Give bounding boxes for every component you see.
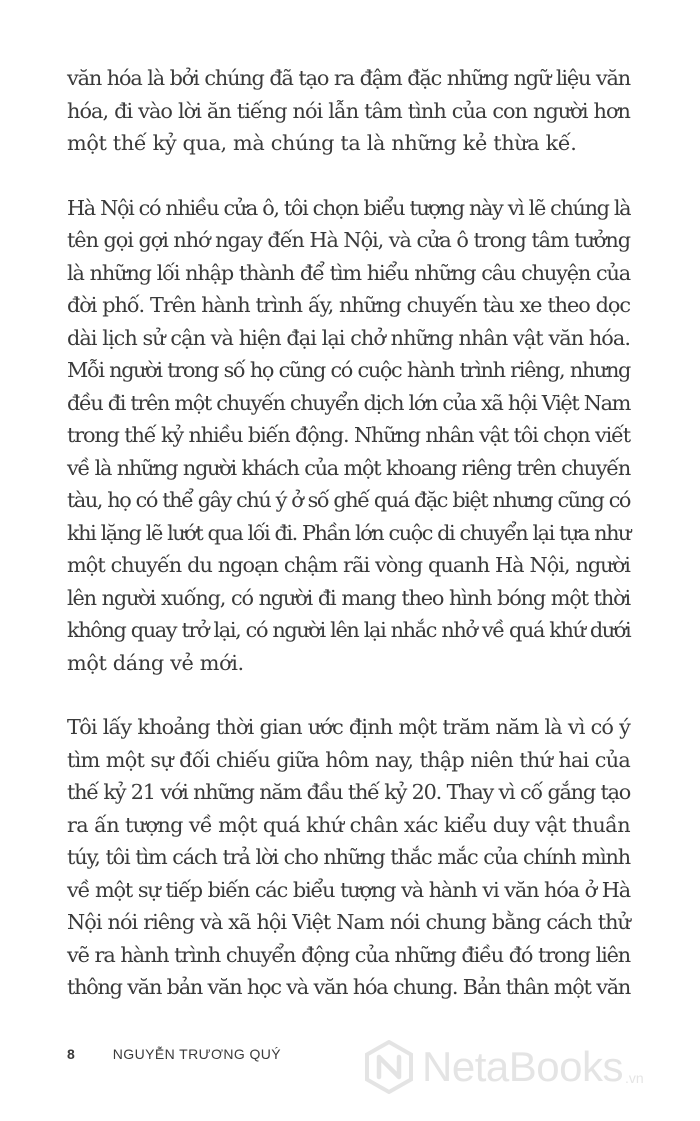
text-line: tàu, họ có thể gây chú ý ở số ghế quá đặc biệt nhưng cũng có bbox=[67, 488, 630, 512]
text-line: một dáng vẻ mới. bbox=[67, 650, 244, 675]
watermark bbox=[362, 1040, 644, 1094]
paragraph bbox=[67, 62, 630, 160]
page-footer bbox=[67, 1046, 281, 1062]
text-line: tìm một sự đối chiếu giữa hôm nay, thập niên thứ hai của bbox=[67, 747, 630, 772]
text-line: một thế kỷ qua, mà chúng ta là những kẻ thừa kế. bbox=[67, 131, 577, 155]
text-line: Hà Nội có nhiều cửa ô, tôi chọn biểu tượng này vì lẽ chúng là bbox=[67, 195, 631, 220]
page-number: 8 bbox=[67, 1046, 75, 1062]
text-line: trong thế kỷ nhiều biến động. Những nhân vật tôi chọn viết bbox=[67, 423, 630, 447]
text-line: không quay trở lại, có người lên lại nhắc nhở về quá khứ dưới bbox=[67, 618, 631, 642]
text-line: lên người xuống, có người đi mang theo hình bóng một thời bbox=[67, 585, 630, 610]
text-line: là những lối nhập thành để tìm hiểu những câu chuyện của bbox=[67, 260, 630, 285]
author-name: NGUYỄN TRƯƠNG QUÝ bbox=[112, 1046, 281, 1062]
watermark-brand: NetaBooks bbox=[422, 1043, 623, 1090]
netabooks-logo-icon bbox=[362, 1040, 416, 1094]
text-line: văn hóa là bởi chúng đã tạo ra đậm đặc những ngữ liệu văn bbox=[67, 66, 630, 90]
text-line: ra ấn tượng về một quá khứ chân xác kiểu duy vật thuần bbox=[67, 812, 630, 837]
text-line: khi lặng lẽ lướt qua lối đi. Phần lớn cuộc di chuyển lại tựa như bbox=[67, 520, 630, 545]
text-line: dài lịch sử cận và hiện đại lại chở những nhân vật văn hóa. bbox=[67, 325, 630, 350]
text-line: đời phố. Trên hành trình ấy, những chuyến tàu xe theo dọc bbox=[67, 293, 630, 317]
text-line: về một sự tiếp biến các biểu tượng và hành vi văn hóa ở Hà bbox=[67, 877, 630, 902]
text-line: về là những người khách của một khoang riêng trên chuyến bbox=[67, 455, 630, 480]
text-line: Nội nói riêng và xã hội Việt Nam nói chung bằng cách thử bbox=[67, 910, 630, 934]
text-line: đều đi trên một chuyến chuyển dịch lớn của xã hội Việt Nam bbox=[67, 390, 630, 415]
text-line: thông văn bản văn học và văn hóa chung. Bản thân một văn bbox=[67, 975, 630, 999]
text-line: một chuyến du ngoạn chậm rãi vòng quanh Hà Nội, người bbox=[67, 553, 630, 577]
body-text bbox=[67, 62, 630, 1036]
text-line: Mỗi người trong số họ cũng có cuộc hành trình riêng, nhưng bbox=[67, 358, 630, 382]
text-line: hóa, đi vào lời ăn tiếng nói lẫn tâm tình của con người hơn bbox=[67, 98, 630, 123]
paragraph bbox=[67, 711, 630, 1004]
text-line: Tôi lấy khoảng thời gian ước định một trăm năm là vì có ý bbox=[67, 715, 630, 739]
paragraph bbox=[67, 192, 630, 680]
text-line: túy, tôi tìm cách trả lời cho những thắc mắc của chính mình bbox=[67, 845, 630, 869]
text-line: thế kỷ 21 với những năm đầu thế kỷ 20. Thay vì cố gắng tạo bbox=[67, 780, 630, 804]
text-line: tên gọi gợi nhớ ngay đến Hà Nội, và cửa ô trong tâm tưởng bbox=[67, 228, 630, 252]
text-line: vẽ ra hành trình chuyển động của những điều đó trong liên bbox=[67, 942, 630, 967]
watermark-suffix: .vn bbox=[624, 1070, 644, 1086]
